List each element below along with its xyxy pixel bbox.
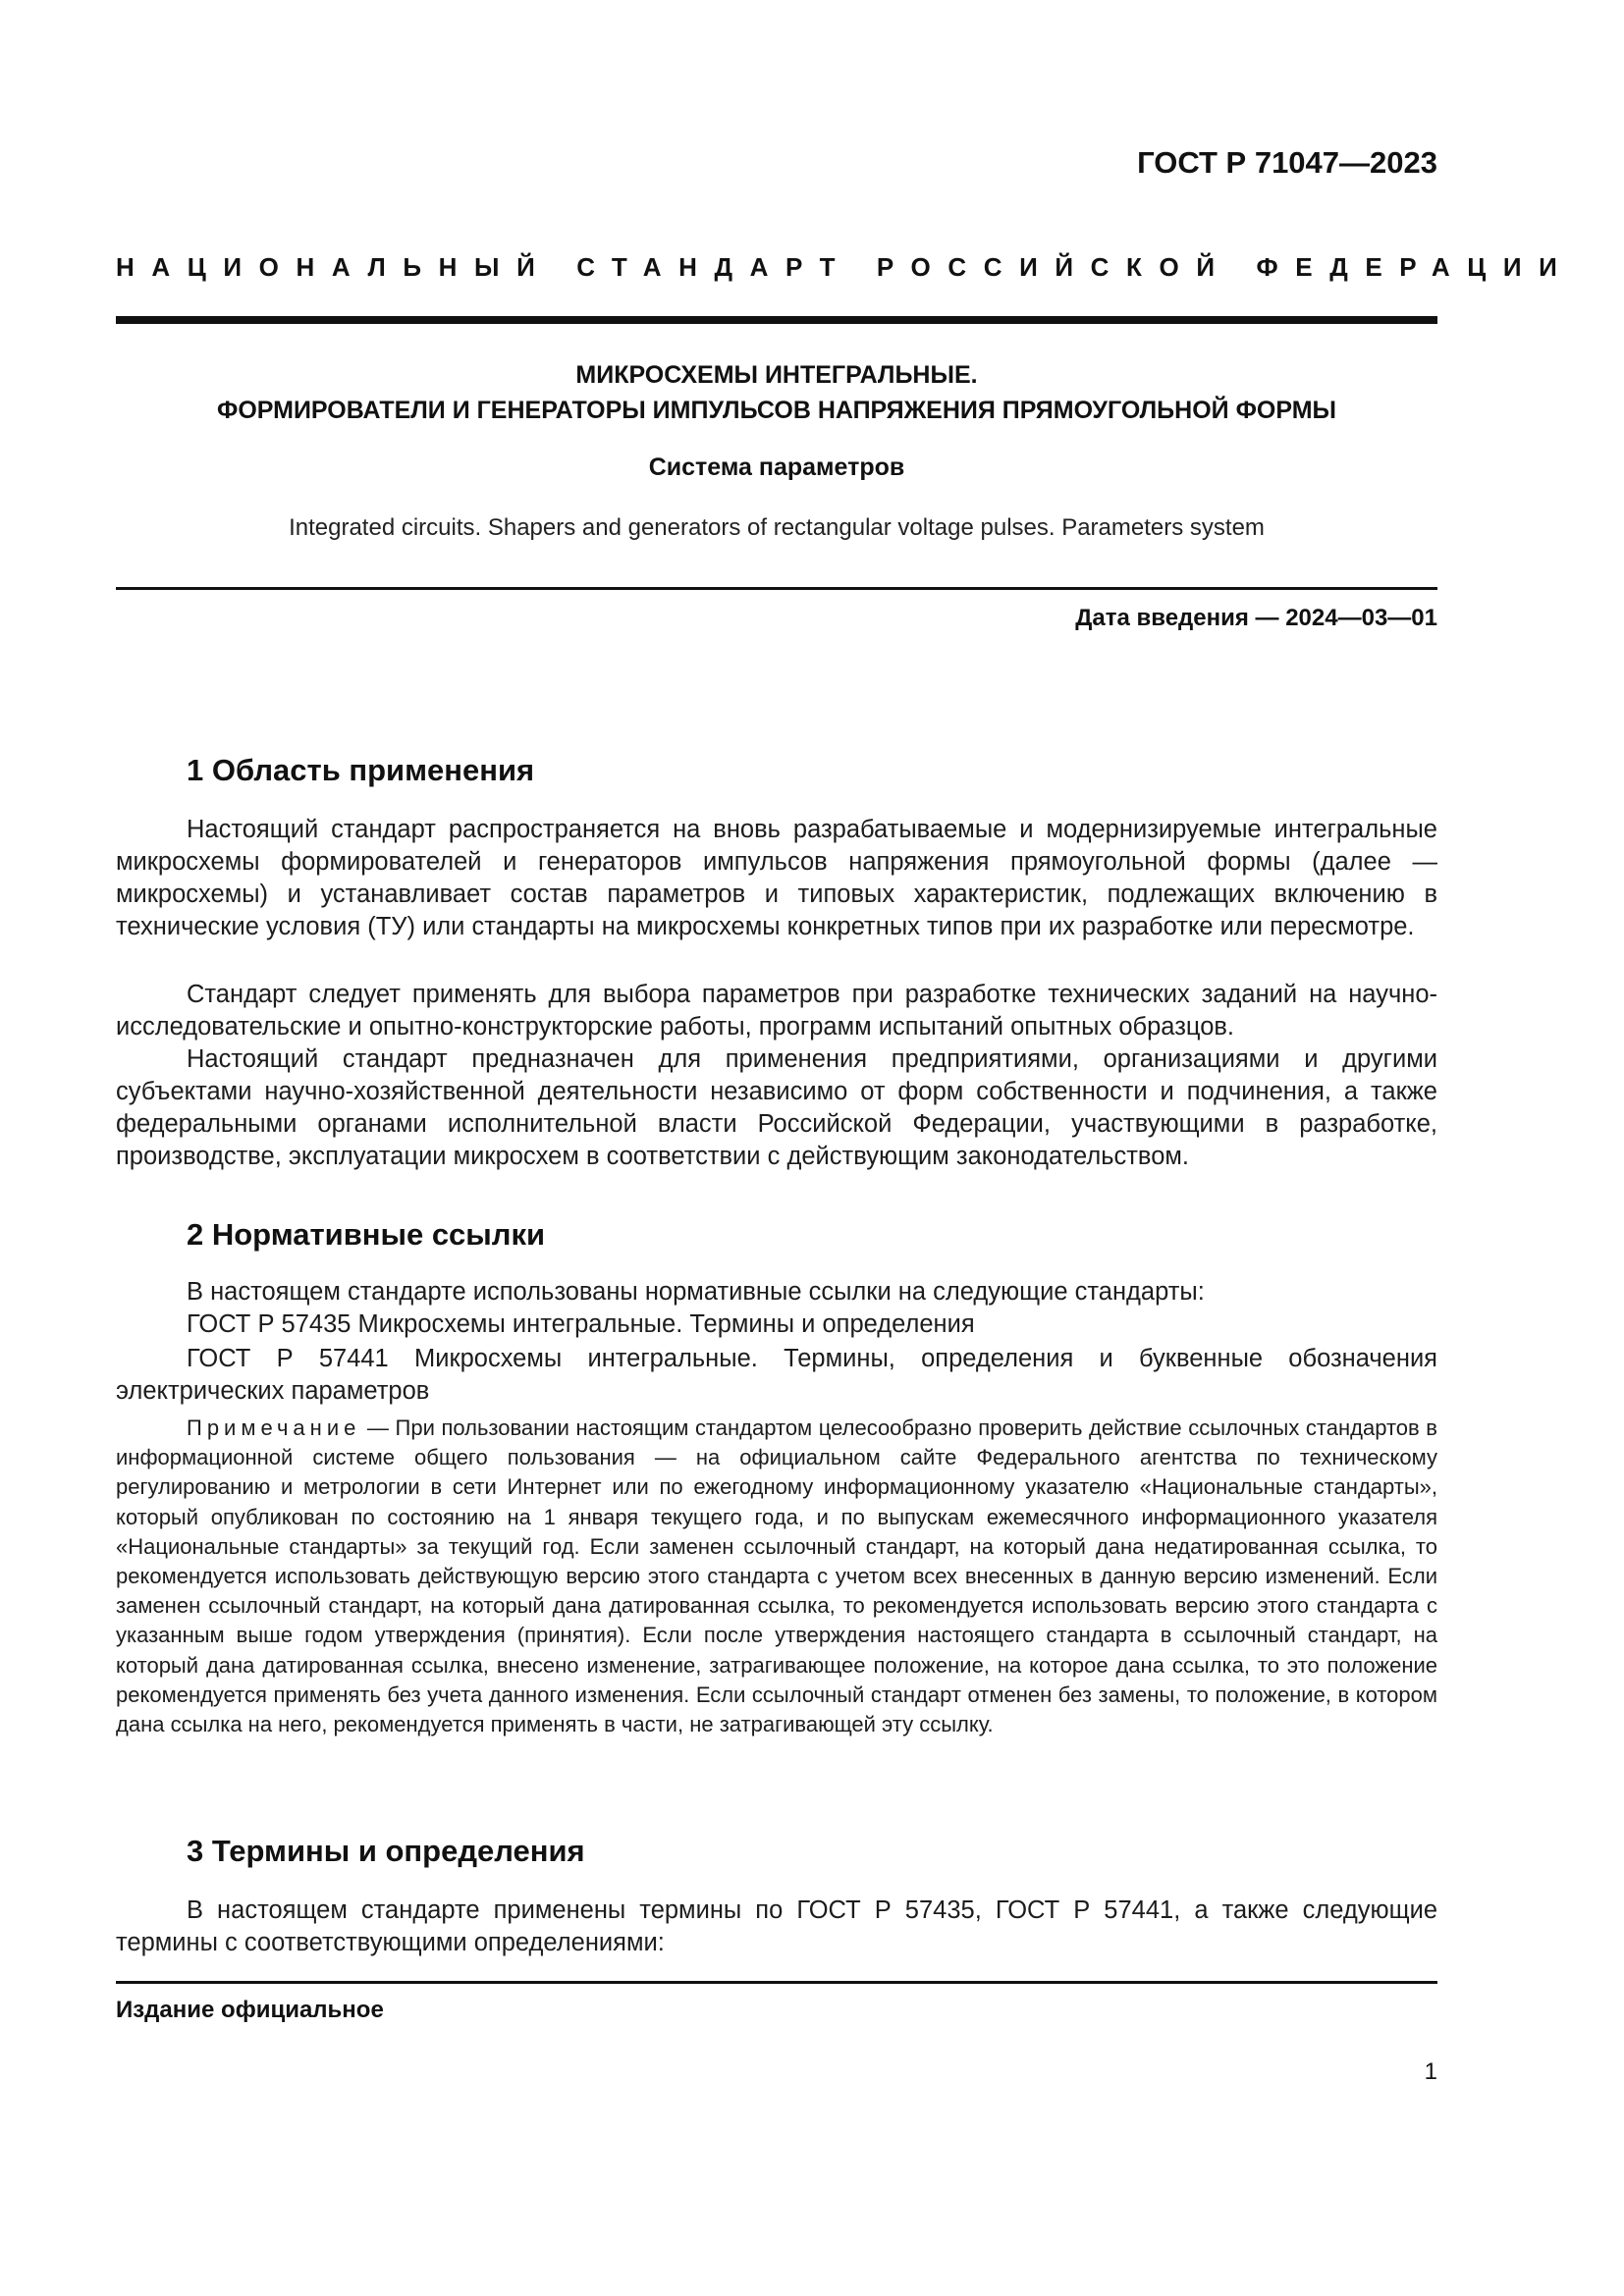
section-2-heading: 2 Нормативные ссылки xyxy=(187,1217,546,1252)
section-1-paragraph-3: Настоящий стандарт предназначен для применения предприятиями, организациями и другими субъектами научно-хозяйственной деятельности независимо от форм собственности и подчинения, а также федеральными органами исполнительной власти Российской Федерации, участвующими в разработке, производстве, эксплуатации микросхем в соответствии с действующим законодательством. xyxy=(116,1045,1437,1170)
official-edition-label: Издание официальное xyxy=(116,1997,384,2023)
title-line-1: МИКРОСХЕМЫ ИНТЕГРАЛЬНЫЕ. xyxy=(575,361,978,389)
reference-gost-57435: ГОСТ Р 57435 Микросхемы интегральные. Термины и определения xyxy=(187,1310,975,1338)
title-line-2: ФОРМИРОВАТЕЛИ И ГЕНЕРАТОРЫ ИМПУЛЬСОВ НАПРЯЖЕНИЯ ПРЯМОУГОЛЬНОЙ ФОРМЫ xyxy=(216,397,1336,424)
section-1-paragraph-2: Стандарт следует применять для выбора параметров при разработке технических заданий на научно-исследовательские и опытно-конструкторские работы, программ испытаний опытных образцов. xyxy=(116,981,1437,1041)
introduction-date: Дата введения — 2024—03—01 xyxy=(1075,605,1437,631)
footer-divider xyxy=(116,1981,1437,1984)
references-intro: В настоящем стандарте использованы нормативные ссылки на следующие стандарты: xyxy=(187,1278,1205,1306)
section-1-paragraph-1: Настоящий стандарт распространяется на вновь разрабатываемые и модернизируемые интегральные микросхемы формирователей и генераторов импульсов напряжения прямоугольной формы (далее — микросхемы) и устанавливает состав параметров и типовых характеристик, подлежащих включению в технические условия (ТУ) или стандарты на микросхемы конкретных типов при их разработке или пересмотре. xyxy=(116,816,1437,940)
note-label: Примечание xyxy=(187,1415,361,1440)
page-number: 1 xyxy=(1424,2058,1437,2085)
document-subtitle: Система параметров xyxy=(648,454,905,481)
document-title xyxy=(116,357,1437,428)
section-3-heading: 3 Термины и определения xyxy=(187,1834,585,1868)
document-number: ГОСТ Р 71047—2023 xyxy=(1137,145,1437,180)
title-divider xyxy=(116,587,1437,590)
english-title: Integrated circuits. Shapers and generators of rectangular voltage pulses. Parameters system xyxy=(289,514,1265,541)
reference-gost-57441: ГОСТ Р 57441 Микросхемы интегральные. Термины, определения и буквенные обозначения электрических параметров xyxy=(116,1345,1437,1405)
section-1-heading: 1 Область применения xyxy=(187,753,535,787)
section-3-paragraph-1: В настоящем стандарте применены термины по ГОСТ Р 57435, ГОСТ Р 57441, а также следующие термины с соответствующими определениями: xyxy=(116,1896,1437,1956)
header-divider xyxy=(116,316,1437,324)
references-note xyxy=(116,1414,1437,1739)
note-text: — При пользовании настоящим стандартом целесообразно проверить действие ссылочных стандартов в информационной системе общего пользования — на официальном сайте Федерального агентства по техническому регулированию и метрологии в сети Интернет или по ежегодному информационному указателю «Национальные стандарты», который опубликован по состоянию на 1 января текущего года, и по выпускам ежемесячного информационного указателя «Национальные стандарты» за текущий год. Если заменен ссылочный стандарт, на который дана недатированная ссылка, то рекомендуется использовать действующую версию этого стандарта с учетом всех внесенных в данную версию изменений. Если заменен ссылочный стандарт, на который дана датированная ссылка, то рекомендуется использовать версию этого стандарта с указанным выше годом утверждения (принятия). Если после утверждения настоящего стандарта в ссылочный стандарт, на который дана датированная ссылка, внесено изменение, затрагивающее положение, на которое дана ссылка, то это положение рекомендуется применять без учета данного изменения. Если ссылочный стандарт отменен без замены, то положение, в котором дана ссылка на него, рекомендуется применять в части, не затрагивающей эту ссылку. xyxy=(116,1415,1437,1737)
national-standard-banner: НАЦИОНАЛЬНЫЙ СТАНДАРТ РОССИЙСКОЙ ФЕДЕРАЦИИ xyxy=(116,252,1575,282)
